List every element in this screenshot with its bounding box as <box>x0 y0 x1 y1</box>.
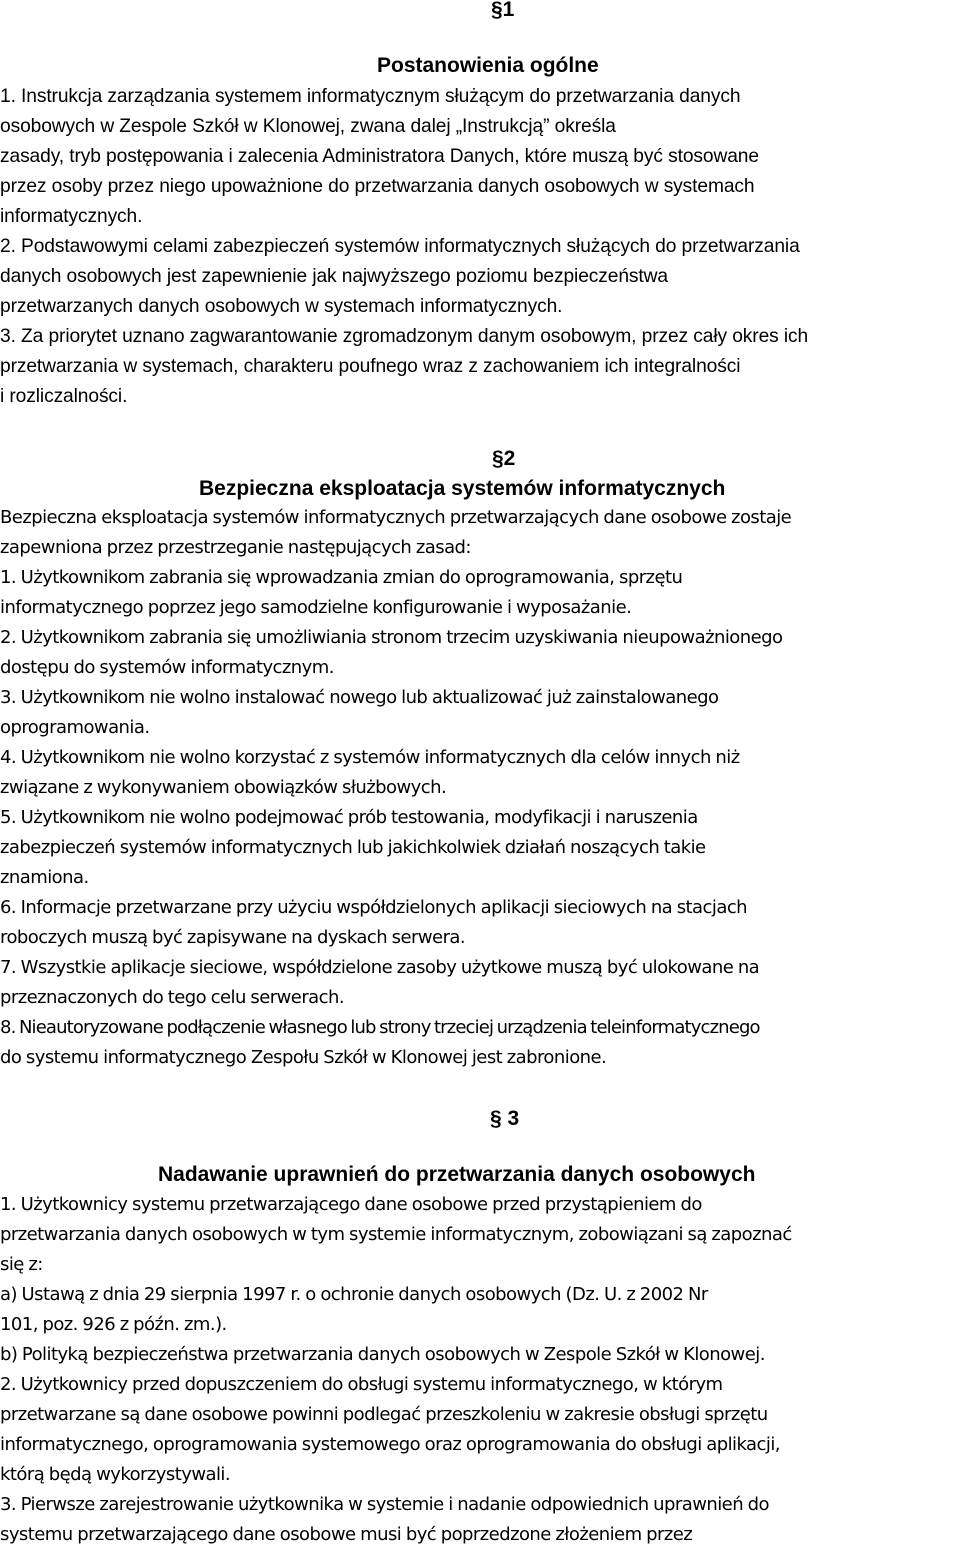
section-2-line: znamiona. <box>0 867 89 888</box>
section-2-line: 1. Użytkownikom zabrania się wprowadzania zmian do oprogramowania, sprzętu <box>0 567 683 588</box>
section-3-line: 1. Użytkownicy systemu przetwarzającego dane osobowe przed przystąpieniem do <box>0 1194 702 1215</box>
section-3-line: 3. Pierwsze zarejestrowanie użytkownika w systemie i nadanie odpowiednich uprawnień do <box>0 1494 769 1515</box>
section-3-line: a) Ustawą z dnia 29 sierpnia 1997 r. o ochronie danych osobowych (Dz. U. z 2002 Nr <box>0 1284 708 1305</box>
section-2-title: Bezpieczna eksploatacja systemów informatycznych <box>199 477 726 500</box>
section-2-mark: §2 <box>492 447 516 470</box>
section-2-line: 6. Informacje przetwarzane przy użyciu współdzielonych aplikacji sieciowych na stacjach <box>0 897 748 918</box>
section-3-line: b) Polityką bezpieczeństwa przetwarzania danych osobowych w Zespole Szkół w Klonowej. <box>0 1344 765 1365</box>
section-3-line: informatycznego, oprogramowania systemowego oraz oprogramowania do obsługi aplikacji, <box>0 1434 780 1455</box>
section-2-line: dostępu do systemów informatycznym. <box>0 657 334 678</box>
section-2-line: 3. Użytkownikom nie wolno instalować nowego lub aktualizować już zainstalowanego <box>0 687 719 708</box>
section-1-line: informatycznych. <box>0 206 143 227</box>
section-2-line: 8. Nieautoryzowane podłączenie własnego lub strony trzeciej urządzenia teleinformatycznego <box>0 1017 760 1038</box>
section-3-mark: § 3 <box>490 1107 520 1130</box>
section-1-line: 1. Instrukcja zarządzania systemem informatycznym służącym do przetwarzania danych <box>0 86 741 107</box>
section-1-line: osobowych w Zespole Szkół w Klonowej, zwana dalej „Instrukcją” określa <box>0 116 616 137</box>
section-3-line: którą będą wykorzystywali. <box>0 1464 231 1485</box>
section-2-line: 5. Użytkownikom nie wolno podejmować prób testowania, modyfikacji i naruszenia <box>0 807 698 828</box>
section-2-line: roboczych muszą być zapisywane na dyskach serwera. <box>0 927 466 948</box>
section-3-line: 101, poz. 926 z późn. zm.). <box>0 1314 227 1335</box>
section-2-line: 2. Użytkownikom zabrania się umożliwiania stronom trzecim uzyskiwania nieupoważnionego <box>0 627 783 648</box>
section-1-line: przez osoby przez niego upoważnione do przetwarzania danych osobowych w systemach <box>0 176 755 197</box>
section-2-line: zabezpieczeń systemów informatycznych lub jakichkolwiek działań noszących takie <box>0 837 706 858</box>
section-2-line: 7. Wszystkie aplikacje sieciowe, współdzielone zasoby użytkowe muszą być ulokowane na <box>0 957 760 978</box>
section-3-line: się z: <box>0 1254 43 1275</box>
section-2-line: związane z wykonywaniem obowiązków służbowych. <box>0 777 447 798</box>
section-1-line: 3. Za priorytet uznano zagwarantowanie zgromadzonym danym osobowym, przez cały okres ich <box>0 326 809 347</box>
section-1-line: 2. Podstawowymi celami zabezpieczeń systemów informatycznych służących do przetwarzania <box>0 236 800 257</box>
section-2-line: zapewniona przez przestrzeganie następujących zasad: <box>0 537 471 558</box>
section-2-line: oprogramowania. <box>0 717 150 738</box>
section-3-line: przetwarzane są dane osobowe powinni podlegać przeszkoleniu w zakresie obsługi sprzętu <box>0 1404 768 1425</box>
section-3-line: przetwarzania danych osobowych w tym systemie informatycznym, zobowiązani są zapoznać <box>0 1224 792 1245</box>
section-3-line: 2. Użytkownicy przed dopuszczeniem do obsługi systemu informatycznego, w którym <box>0 1374 723 1395</box>
section-3-title: Nadawanie uprawnień do przetwarzania danych osobowych <box>158 1163 756 1186</box>
section-2-line: przeznaczonych do tego celu serwerach. <box>0 987 345 1008</box>
section-1-line: przetwarzanych danych osobowych w systemach informatycznych. <box>0 296 563 317</box>
section-1-line: danych osobowych jest zapewnienie jak najwyższego poziomu bezpieczeństwa <box>0 266 668 287</box>
section-1-title: Postanowienia ogólne <box>377 54 599 77</box>
section-1-line: i rozliczalności. <box>0 386 128 407</box>
section-2-line: informatycznego poprzez jego samodzielne konfigurowanie i wyposażanie. <box>0 597 632 618</box>
section-2-line: Bezpieczna eksploatacja systemów informatycznych przetwarzających dane osobowe zostaje <box>0 507 792 528</box>
section-2-line: do systemu informatycznego Zespołu Szkół w Klonowej jest zabronione. <box>0 1047 607 1068</box>
section-1-mark: §1 <box>491 0 515 21</box>
section-1-line: przetwarzania w systemach, charakteru poufnego wraz z zachowaniem ich integralności <box>0 356 741 377</box>
section-3-line: systemu przetwarzającego dane osobowe musi być poprzedzone złożeniem przez <box>0 1524 693 1545</box>
section-2-line: 4. Użytkownikom nie wolno korzystać z systemów informatycznych dla celów innych niż <box>0 747 740 768</box>
section-1-line: zasady, tryb postępowania i zalecenia Administratora Danych, które muszą być stosowane <box>0 146 759 167</box>
